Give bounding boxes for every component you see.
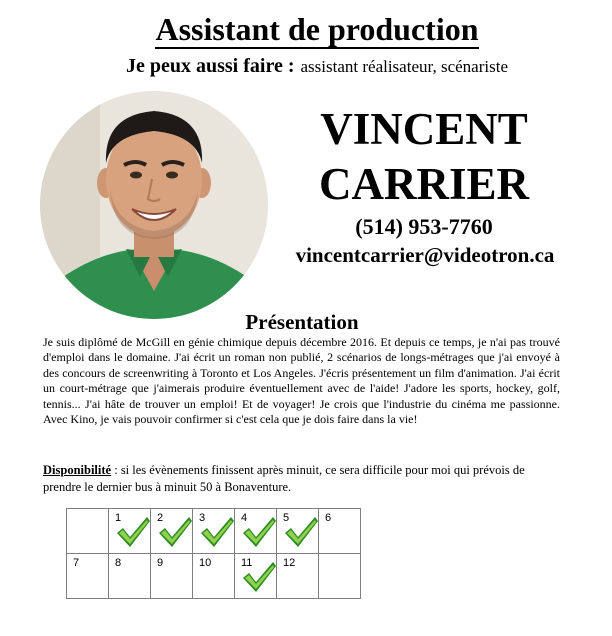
calendar-day-number: 7 [73,557,80,569]
calendar-day-number: 5 [283,512,290,524]
profile-photo [40,91,268,319]
calendar-day-number: 4 [241,512,248,524]
candidate-name [304,102,544,212]
availability-separator: : [111,463,121,477]
calendar-day-cell [151,554,193,599]
checkmark-icon [283,513,319,549]
checkmark-icon [241,558,277,594]
first-name: VINCENT [320,104,528,154]
calendar-day-cell [277,509,319,554]
calendar-day-cell [109,509,151,554]
calendar-day-cell [277,554,319,599]
calendar-day-number: 8 [115,557,122,569]
calendar-day-cell [235,509,277,554]
calendar-day-cell [67,509,109,554]
checkmark-icon [115,513,151,549]
calendar-day-cell [235,554,277,599]
availability-label: Disponibilité [43,463,112,477]
calendar-day-cell [193,554,235,599]
phone-number: (514) 953-7760 [355,214,493,239]
availability-text: si les évènements finissent après minuit, ce sera difficile pour moi qui prévois de prendre le dernier bus à minuit 50 à Bonaventure. [43,463,525,494]
calendar-day-cell [151,509,193,554]
also-value: assistant réalisateur, scénariste [300,57,508,76]
calendar-day-number: 3 [199,512,206,524]
calendar-day-number: 9 [157,557,164,569]
calendar-day-cell [193,509,235,554]
availability-calendar [66,508,361,599]
calendar-day-number: 1 [115,512,122,524]
calendar-day-number: 10 [199,557,212,569]
also-can-do [0,55,612,78]
calendar-day-number: 6 [325,512,332,524]
also-label: Je peux aussi faire : [125,55,295,77]
calendar-day-cell [67,554,109,599]
checkmark-icon [199,513,235,549]
checkmark-icon [157,513,193,549]
presentation-heading: Présentation [245,310,359,334]
availability-note [43,462,563,496]
calendar-week-row [67,554,361,599]
calendar-day-number: 12 [283,557,296,569]
presentation-text: Je suis diplômé de McGill en génie chimique depuis décembre 2016. Et depuis ce temps, je n'ai pas trouvé d'emploi dans le domaine. J'ai écrit un roman non publié, 2 scénarios de longs-métrages que j'ai envoyé à des concours de screenwriting à Toronto et Los Angeles. J'écris présentement un film d'animation. J'ai écrit un court-métrage que j'aimerais produire éventuellement avec de l'aide! J'adore les sports, hockey, golf, tennis... J'ai hâte de trouver un emploi! Et de voyager! Je crois que l'industrie du cinéma me passionne. Avec Kino, je vais pouvoir confirmer si c'est cela que je dois faire dans la vie! [43,335,560,427]
checkmark-icon [241,513,277,549]
page-title: Assistant de production [155,11,479,47]
calendar-week-row [67,509,361,554]
calendar-day-cell [319,509,361,554]
email-address: vincentcarrier@videotron.ca [295,243,555,267]
calendar-day-number: 11 [241,557,253,569]
calendar-day-cell [319,554,361,599]
calendar-day-cell [109,554,151,599]
last-name: CARRIER [318,159,529,209]
calendar-day-number: 2 [157,512,164,524]
